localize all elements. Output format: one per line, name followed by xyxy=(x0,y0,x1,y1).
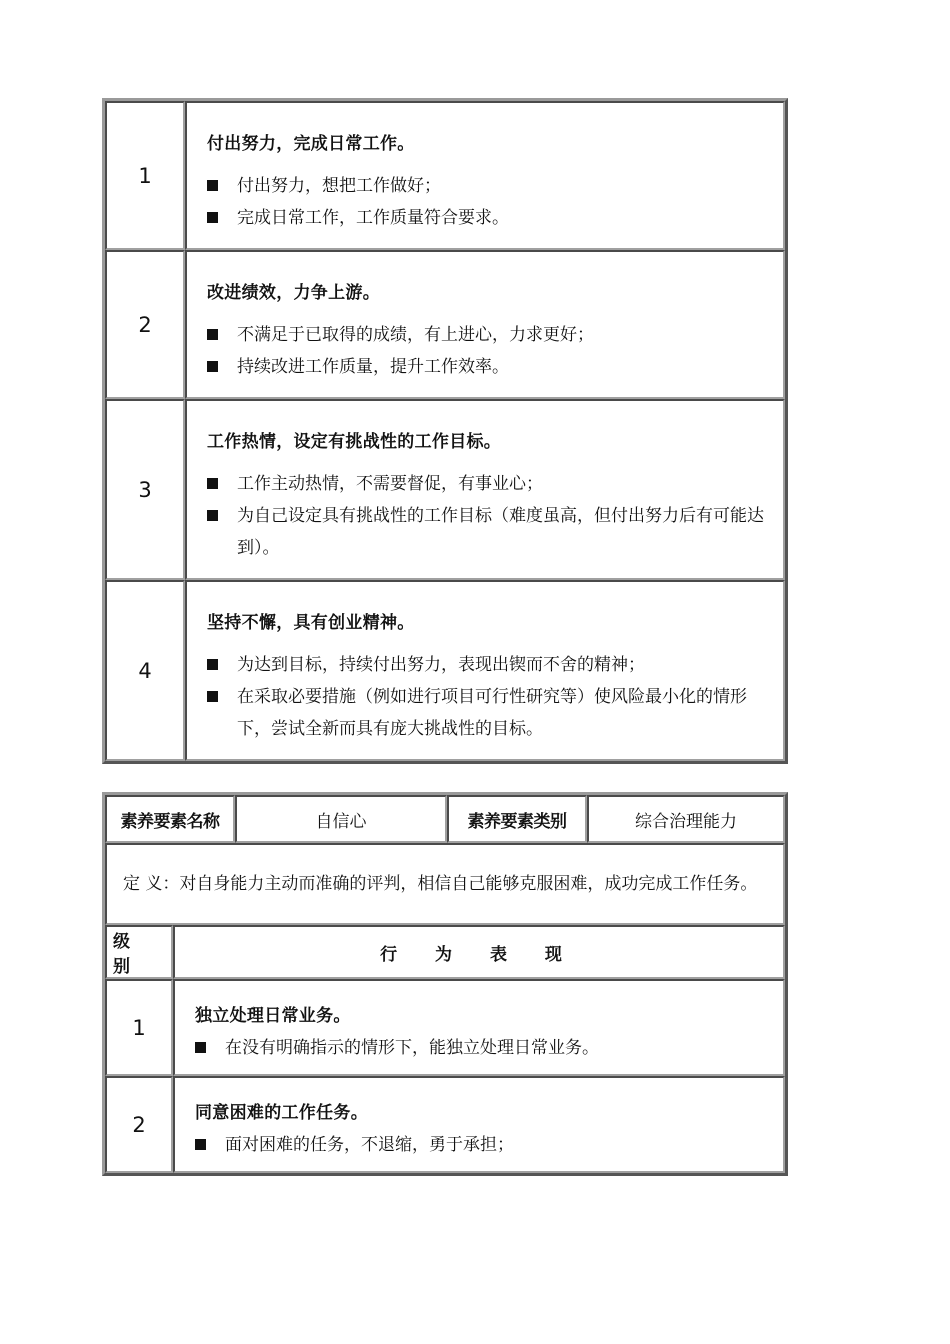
square-bullet-icon xyxy=(195,1139,206,1150)
behavior-cell xyxy=(173,1076,785,1173)
square-bullet-icon xyxy=(195,1042,206,1053)
behavior-header: 行 为 表 现 xyxy=(173,925,785,979)
list-item: 为自己设定具有挑战性的工作目标（难度虽高，但付出努力后有可能达到）。 xyxy=(207,500,773,564)
list-item: 工作主动热情，不需要督促，有事业心； xyxy=(207,468,773,500)
level-number: 2 xyxy=(105,250,185,399)
behavior-title: 付出努力，完成日常工作。 xyxy=(207,134,415,154)
square-bullet-icon xyxy=(207,510,218,521)
bullet-list xyxy=(207,649,773,745)
table-row xyxy=(105,399,785,580)
bullet-list xyxy=(207,170,773,234)
bullet-list xyxy=(207,319,773,383)
element-name-label: 素养要素名称 xyxy=(105,795,235,843)
behavior-level-table xyxy=(102,98,788,764)
element-category-label: 素养要素类别 xyxy=(447,795,587,843)
table-row xyxy=(105,979,785,1076)
square-bullet-icon xyxy=(207,180,218,191)
square-bullet-icon xyxy=(207,691,218,702)
column-header-row xyxy=(105,925,785,979)
competency-table xyxy=(102,792,788,1176)
element-category-value: 综合治理能力 xyxy=(587,795,785,843)
header-row xyxy=(105,795,785,843)
level-header: 级 别 xyxy=(105,925,173,979)
element-name-value: 自信心 xyxy=(235,795,447,843)
level-number: 2 xyxy=(105,1076,173,1173)
list-item: 持续改进工作质量，提升工作效率。 xyxy=(207,351,773,383)
list-item: 完成日常工作，工作质量符合要求。 xyxy=(207,202,773,234)
list-item: 在没有明确指示的情形下，能独立处理日常业务。 xyxy=(195,1032,773,1064)
table-row xyxy=(105,1076,785,1173)
square-bullet-icon xyxy=(207,659,218,670)
table-row xyxy=(105,580,785,761)
bullet-list xyxy=(195,1032,773,1064)
square-bullet-icon xyxy=(207,212,218,223)
level-number: 1 xyxy=(105,979,173,1076)
definition-text: 定 义：对自身能力主动而准确的评判，相信自己能够克服困难，成功完成工作任务。 xyxy=(105,843,785,925)
behavior-title: 工作热情，设定有挑战性的工作目标。 xyxy=(207,432,502,452)
table-row xyxy=(105,250,785,399)
list-item: 面对困难的任务，不退缩，勇于承担； xyxy=(195,1129,773,1161)
behavior-title: 改进绩效，力争上游。 xyxy=(207,283,380,303)
behavior-title: 同意困难的工作任务。 xyxy=(195,1103,368,1123)
behavior-title: 独立处理日常业务。 xyxy=(195,1006,351,1026)
behavior-cell xyxy=(185,399,785,580)
behavior-cell xyxy=(185,101,785,250)
bullet-list xyxy=(195,1129,773,1161)
behavior-cell xyxy=(173,979,785,1076)
list-item: 为达到目标，持续付出努力，表现出锲而不舍的精神； xyxy=(207,649,773,681)
definition-row xyxy=(105,843,785,925)
behavior-title: 坚持不懈，具有创业精神。 xyxy=(207,613,415,633)
level-number: 1 xyxy=(105,101,185,250)
list-item: 在采取必要措施（例如进行项目可行性研究等）使风险最小化的情形下，尝试全新而具有庞大挑战性的目标。 xyxy=(207,681,773,745)
level-number: 4 xyxy=(105,580,185,761)
list-item: 不满足于已取得的成绩，有上进心，力求更好； xyxy=(207,319,773,351)
square-bullet-icon xyxy=(207,361,218,372)
bullet-list xyxy=(207,468,773,564)
list-item: 付出努力，想把工作做好； xyxy=(207,170,773,202)
square-bullet-icon xyxy=(207,329,218,340)
table-row xyxy=(105,101,785,250)
behavior-cell xyxy=(185,250,785,399)
level-number: 3 xyxy=(105,399,185,580)
behavior-cell xyxy=(185,580,785,761)
square-bullet-icon xyxy=(207,478,218,489)
